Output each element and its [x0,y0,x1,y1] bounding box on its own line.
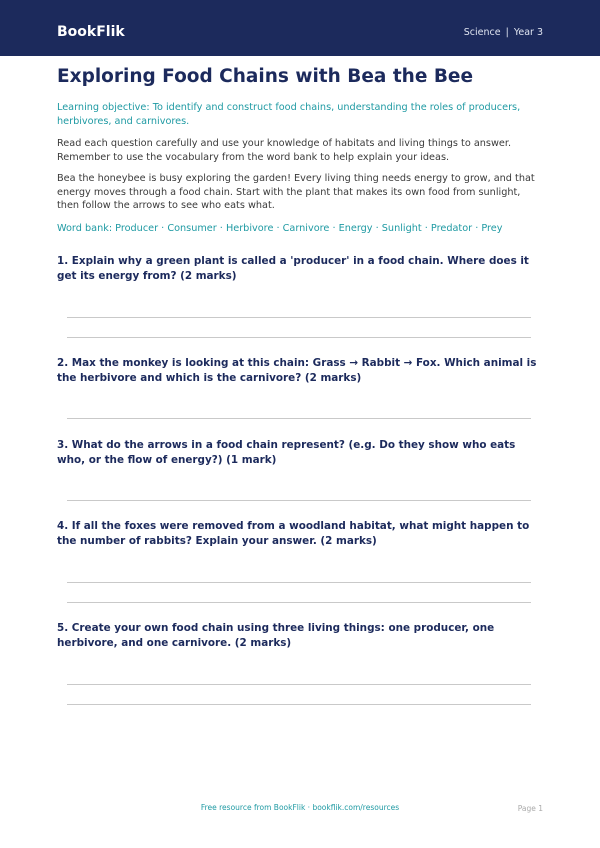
question-5: 5. Create your own food chain using three living things: one producer, one herbivore, and one carnivore. (2 marks) [57,622,495,649]
instructions-text: Read each question carefully and use your knowledge of habitats and living things to answer. Remember to use the vocabulary from the word bank to help explain your ideas. [57,138,512,163]
brand-logo[interactable]: BookFlik [57,24,125,40]
question-3: 3. What do the arrows in a food chain represent? (e.g. Do they show who eats who, or the flow of energy?) (1 mark) [57,439,516,466]
footer-source-link[interactable]: Free resource from BookFlik · bookflik.com/resources [200,803,400,812]
answer-line[interactable] [67,317,531,318]
worksheet-intro [57,66,539,235]
answer-line[interactable] [67,704,531,705]
header-divider: | [505,27,509,38]
answer-line[interactable] [67,684,531,685]
question-2: 2. Max the monkey is looking at this chain: Grass → Rabbit → Fox. Which animal is the herbivore and which is the carnivore? (2 marks) [57,357,537,384]
year-label: Year 3 [513,27,543,38]
page-header [0,0,600,56]
answer-line[interactable] [67,582,531,583]
word-bank: Word bank: Producer · Consumer · Herbivore · Carnivore · Energy · Sunlight · Predator · Prey [57,222,503,234]
subject-label: Science [463,27,501,38]
page-number: Page 1 [517,804,543,813]
question-4: 4. If all the foxes were removed from a woodland habitat, what might happen to the number of rabbits? Explain your answer. (2 marks) [57,520,530,547]
question-1: 1. Explain why a green plant is called a 'producer' in a food chain. Where does it get its energy from? (2 marks) [57,255,529,282]
page-title: Exploring Food Chains with Bea the Bee [57,66,474,87]
answer-line[interactable] [67,418,531,419]
answer-line[interactable] [67,500,531,501]
subject-year-label [464,26,543,40]
learning-objective: Learning objective: To identify and construct food chains, understanding the roles of producers, herbivores, and carnivores. [57,102,521,127]
answer-line[interactable] [67,337,531,338]
answer-line[interactable] [67,602,531,603]
intro-text: Bea the honeybee is busy exploring the garden! Every living thing needs energy to grow, and that energy moves through a food chain. Start with the plant that makes its own food from sunlight, then follow the arrows to see who eats what. [57,173,535,211]
